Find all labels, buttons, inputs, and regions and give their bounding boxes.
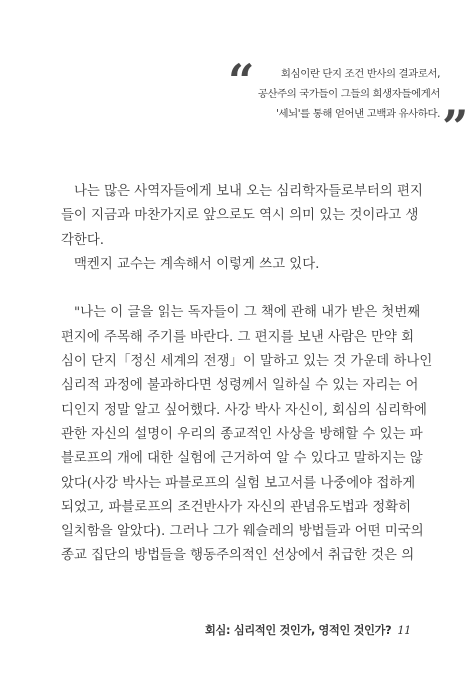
text-line: "나는 이 글을 읽는 독자들이 그 책에 관해 내가 받은 첫번째 (74, 305, 421, 321)
text-line: 블로프의 개에 대한 실험에 근거하여 알 수 있다고 말하지는 않 (61, 451, 423, 467)
text-line: 았다(사강 박사는 파블로프의 실험 보고서를 나중에야 접하게 (61, 475, 416, 491)
text-line: 나는 많은 사역자들에게 보내 오는 심리학자들로부터의 편지 (74, 184, 423, 199)
text-line: 종교 집단의 방법들을 행동주의적인 선상에서 취급한 것은 의 (61, 548, 415, 564)
body-text (61, 180, 433, 569)
pull-quote-line: '세뇌'를 통해 얻어낸 고백과 유사하다. (276, 108, 440, 120)
text-line: 디인지 정말 알고 싶어했다. 사강 박사 자신이, 회심의 심리학에 (61, 402, 427, 418)
open-quote-icon: “ (228, 54, 255, 108)
text-line: 관한 자신의 설명이 우리의 종교적인 사상을 방해할 수 있는 파 (61, 426, 423, 442)
text-line: 각한다. (61, 232, 105, 248)
page-footer (205, 622, 411, 638)
text-line: 심이 단지「정신 세계의 전쟁」이 말하고 있는 것 가운데 하나인 (61, 354, 433, 370)
text-line: 일치함을 알았다). 그러나 그가 웨슬레의 방법들과 어떤 미국의 (61, 524, 424, 540)
paragraph (61, 301, 433, 568)
page-number: 11 (397, 624, 411, 637)
pull-quote-line: 회심이란 단지 조건 반사의 결과로서, (280, 68, 440, 80)
paragraph (61, 180, 423, 253)
pull-quote-line: 공산주의 국가들이 그들의 희생자들에게서 (257, 88, 440, 100)
close-quote-icon: ” (442, 100, 469, 154)
pull-quote (228, 54, 469, 154)
text-line: 맥켄지 교수는 계속해서 이렇게 쓰고 있다. (74, 256, 320, 272)
text-line: 들이 지금과 마찬가지로 앞으로도 역시 의미 있는 것이라고 생 (61, 208, 419, 224)
text-line: 편지에 주목해 주기를 바란다. 그 편지를 보낸 사람은 만약 회 (61, 329, 415, 345)
paragraph (61, 253, 411, 277)
running-title: 회심: 심리적인 것인가, 영적인 것인가? (205, 624, 392, 637)
text-line: 되었고, 파블로프의 조건반사가 자신의 관념유도법과 정확히 (61, 499, 411, 515)
text-line: 심리적 과정에 불과하다면 성령께서 일하실 수 있는 자리는 어 (61, 378, 419, 394)
